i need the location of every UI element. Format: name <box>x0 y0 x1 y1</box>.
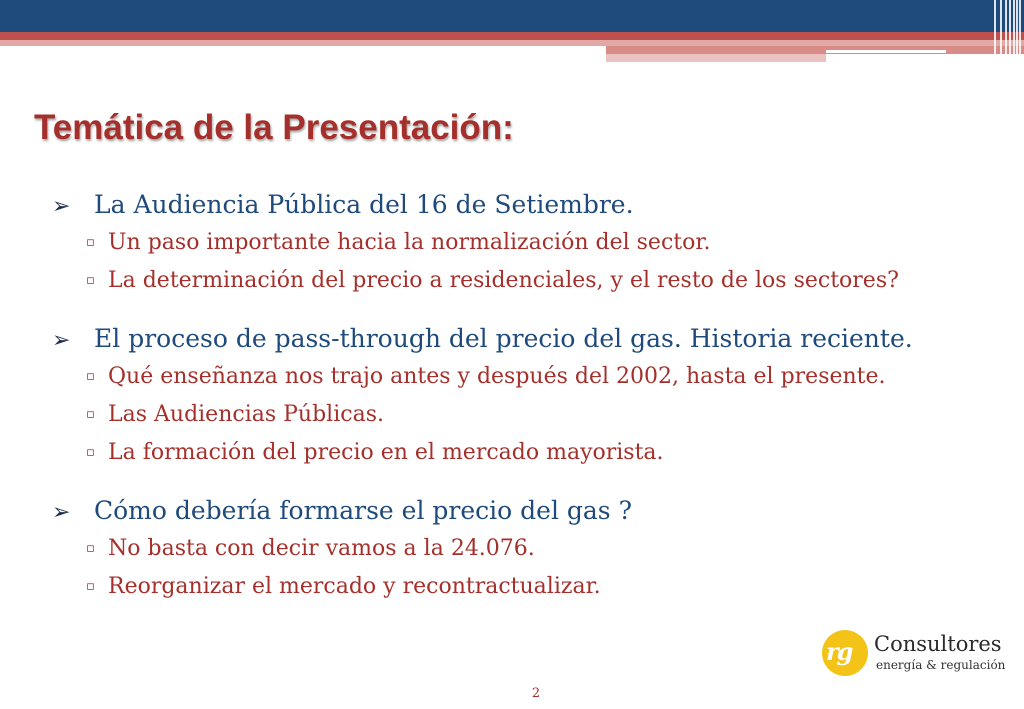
square-bullet-icon: ▫ <box>86 579 95 594</box>
list-item-text: No basta con decir vamos a la 24.076. <box>108 536 535 561</box>
square-bullet-icon: ▫ <box>86 407 95 422</box>
section-heading <box>52 190 1012 230</box>
slide-title: Temática de la Presentación: <box>34 108 514 147</box>
header-vertical-stripes <box>990 0 1024 66</box>
section-heading-text: Cómo debería formarse el precio del gas ? <box>94 496 632 525</box>
list-item <box>86 402 1012 440</box>
page-number: 2 <box>531 686 541 701</box>
square-bullet-icon: ▫ <box>86 445 95 460</box>
header-decoration-band <box>0 0 1024 66</box>
header-navy-stripe <box>0 0 1024 32</box>
list-item-text: La formación del precio en el mercado mayorista. <box>108 440 664 465</box>
slide-content <box>52 190 1012 630</box>
list-item-text: Qué enseñanza nos trajo antes y después del 2002, hasta el presente. <box>108 364 886 389</box>
section-pass-through <box>52 324 1012 478</box>
square-bullet-icon: ▫ <box>86 235 95 250</box>
square-bullet-icon: ▫ <box>86 273 95 288</box>
square-bullet-icon: ▫ <box>86 541 95 556</box>
logo-mark: rg <box>826 637 852 666</box>
logo-name: Consultores <box>874 632 1002 656</box>
square-bullet-icon: ▫ <box>86 369 95 384</box>
logo-tagline: energía & regulación <box>876 658 1006 672</box>
list-item <box>86 574 1012 612</box>
section-heading-text: El proceso de pass-through del precio del gas. Historia reciente. <box>94 324 913 353</box>
section-heading <box>52 496 1012 536</box>
header-red-stripe <box>0 32 1024 40</box>
list-item <box>86 364 1012 402</box>
arrow-bullet-icon: ➢ <box>52 500 71 525</box>
arrow-bullet-icon: ➢ <box>52 194 71 219</box>
list-item <box>86 230 1012 268</box>
section-heading-text: La Audiencia Pública del 16 de Setiembre. <box>94 190 634 219</box>
section-precio-gas <box>52 496 1012 612</box>
section-heading <box>52 324 1012 364</box>
header-white-line <box>826 50 946 53</box>
list-item-text: Las Audiencias Públicas. <box>108 402 384 427</box>
list-item-text: Un paso importante hacia la normalización del sector. <box>108 230 711 255</box>
header-red-tab <box>606 46 1024 54</box>
company-logo <box>822 628 1012 682</box>
list-item <box>86 440 1012 478</box>
arrow-bullet-icon: ➢ <box>52 328 71 353</box>
section-audiencia <box>52 190 1012 306</box>
list-item-text: La determinación del precio a residenciales, y el resto de los sectores? <box>108 268 899 293</box>
header-light-red-tab <box>606 54 826 62</box>
list-item <box>86 536 1012 574</box>
list-item <box>86 268 1012 306</box>
list-item-text: Reorganizar el mercado y recontractualizar. <box>108 574 601 599</box>
